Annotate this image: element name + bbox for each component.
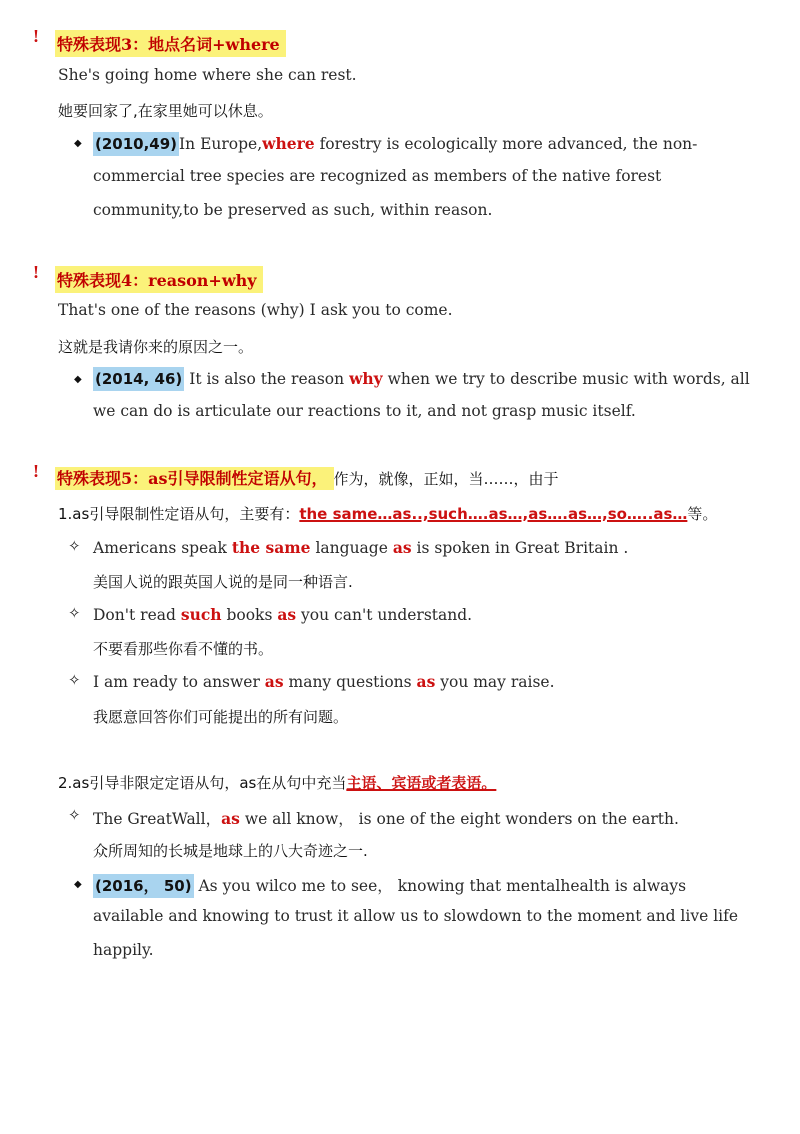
section3-exam-line2: commercial tree species are recognized as members of the native forest xyxy=(93,167,662,185)
section5-ex2-en: Don't read such books as you can't understand. xyxy=(93,605,473,624)
section3-example-en: She's going home where she can rest. xyxy=(58,66,357,84)
section3-exam-line3: community,to be preserved as such, within reason. xyxy=(93,201,493,219)
exam-year-badge: (2010,49) xyxy=(93,132,179,156)
section5-exam-line1 xyxy=(93,874,686,896)
exam-text: forestry is ecologically more advanced, the non- xyxy=(314,135,698,153)
section3-heading: 特殊表现3：地点名词+where xyxy=(55,30,286,57)
section4-exam-line1 xyxy=(93,369,750,388)
sub1-patterns: the same…as..,such….as…,as….as…,so…..as… xyxy=(299,505,688,523)
section4-example-zh: 这就是我请你来的原因之一。 xyxy=(58,338,254,356)
diamond-bullet-icon: ◆ xyxy=(74,138,82,149)
sub1-label: 1.as引导限制性定语从句，主要有： xyxy=(58,505,300,523)
section4-marker: ! xyxy=(33,262,39,282)
section3-marker: ! xyxy=(33,26,39,46)
exam-year-badge: (2016， 50) xyxy=(93,874,194,898)
section5-ex3-en: I am ready to answer as many questions as you may raise. xyxy=(93,672,555,691)
section5-ex1-zh: 美国人说的跟英国人说的是同一种语言. xyxy=(93,573,353,591)
star-bullet-icon: ✧ xyxy=(68,671,81,689)
section5-exam-line3: happily. xyxy=(93,941,154,959)
exam-text: It is also the reason xyxy=(184,370,350,388)
exam-year-badge: (2014, 46) xyxy=(93,367,184,391)
exam-keyword: why xyxy=(349,369,383,388)
sub1-end: 等。 xyxy=(687,505,718,523)
diamond-bullet-icon: ◆ xyxy=(74,374,82,385)
section4-exam-line2: we can do is articulate our reactions to it, and not grasp music itself. xyxy=(93,402,636,420)
section5-marker: ! xyxy=(33,461,39,481)
section5-heading-row xyxy=(55,466,559,489)
star-bullet-icon: ✧ xyxy=(68,604,81,622)
section5-sub1 xyxy=(58,503,717,524)
star-bullet-icon: ✧ xyxy=(68,806,81,824)
section5-ex3-zh: 我愿意回答你们可能提出的所有问题。 xyxy=(93,708,349,726)
section3-example-zh: 她要回家了,在家里她可以休息。 xyxy=(58,102,273,120)
exam-text: In Europe, xyxy=(179,135,263,153)
section5-heading-rest: 作为，就像，正如，当……，由于 xyxy=(333,470,559,488)
section5-ex1-en: Americans speak the same language as is spoken in Great Britain . xyxy=(93,538,629,557)
section5-heading: 特殊表现5：as引导限制性定语从句， xyxy=(55,467,334,490)
section4-heading: 特殊表现4：reason+why xyxy=(55,266,263,293)
star-bullet-icon: ✧ xyxy=(68,537,81,555)
section5-ex4-en: The GreatWall，as we all know， is one of the eight wonders on the earth. xyxy=(93,809,679,828)
sub2-emphasis: 主语、宾语或者表语。 xyxy=(346,774,497,792)
section5-ex2-zh: 不要看那些你看不懂的书。 xyxy=(93,640,274,658)
diamond-bullet-icon: ◆ xyxy=(74,879,82,890)
section5-ex4-zh: 众所周知的长城是地球上的八大奇迹之一. xyxy=(93,842,368,860)
sub2-label: 2.as引导非限定定语从句，as在从句中充当 xyxy=(58,774,347,792)
section3-exam-line1 xyxy=(93,134,697,153)
exam-text: As you wilco me to see， knowing that mentalhealth is always xyxy=(193,877,687,895)
exam-keyword: where xyxy=(262,134,315,153)
exam-text: when we try to describe music with words, all xyxy=(382,370,750,388)
section5-sub2 xyxy=(58,772,496,793)
section5-exam-line2: available and knowing to trust it allow us to slowdown to the moment and live life xyxy=(93,907,739,925)
section4-example-en: That's one of the reasons (why) I ask you to come. xyxy=(58,301,453,319)
